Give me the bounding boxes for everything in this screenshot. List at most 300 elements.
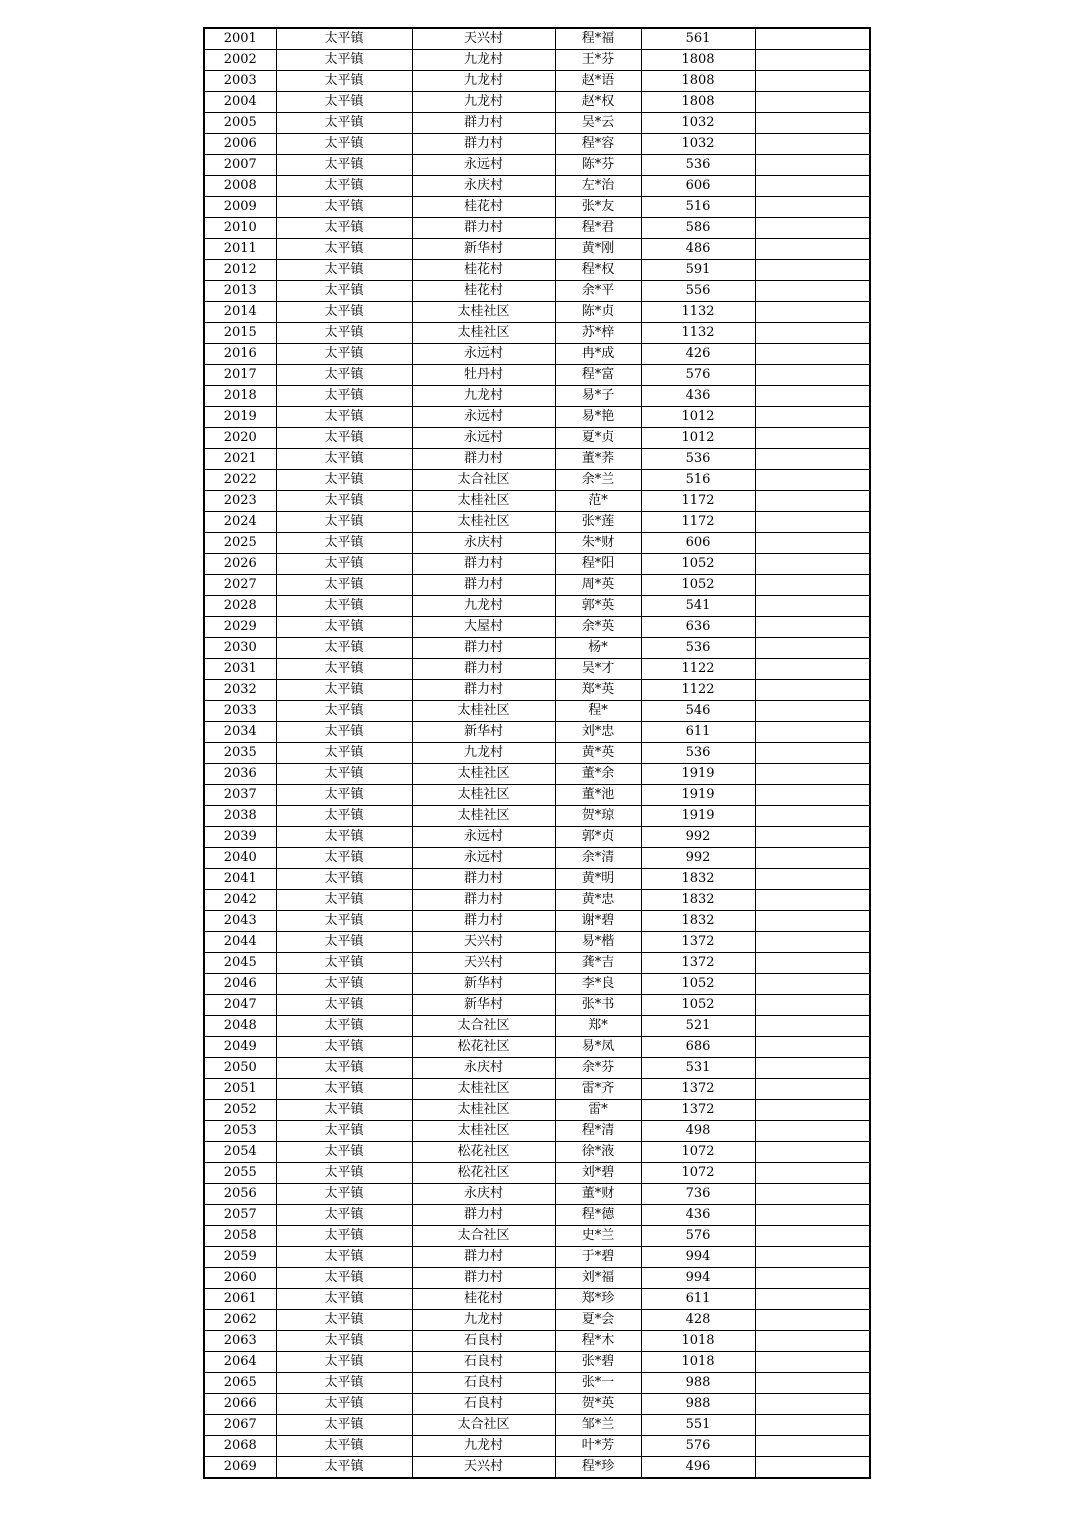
amount-cell: 1072 bbox=[641, 1163, 755, 1184]
village-cell: 太桂社区 bbox=[412, 1079, 555, 1100]
village-cell: 群力村 bbox=[412, 869, 555, 890]
amount-cell: 988 bbox=[641, 1373, 755, 1394]
amount-cell: 1012 bbox=[641, 407, 755, 428]
table-row bbox=[204, 869, 870, 890]
serial-number-cell: 2007 bbox=[204, 155, 276, 176]
serial-number-cell: 2010 bbox=[204, 218, 276, 239]
name-cell: 赵*语 bbox=[555, 71, 641, 92]
amount-cell: 1832 bbox=[641, 911, 755, 932]
amount-cell: 546 bbox=[641, 701, 755, 722]
town-cell: 太平镇 bbox=[276, 365, 412, 386]
remark-cell bbox=[755, 491, 870, 512]
remark-cell bbox=[755, 260, 870, 281]
village-cell: 太桂社区 bbox=[412, 785, 555, 806]
table-row bbox=[204, 1142, 870, 1163]
village-cell: 群力村 bbox=[412, 554, 555, 575]
remark-cell bbox=[755, 701, 870, 722]
town-cell: 太平镇 bbox=[276, 1373, 412, 1394]
amount-cell: 1172 bbox=[641, 491, 755, 512]
serial-number-cell: 2049 bbox=[204, 1037, 276, 1058]
remark-cell bbox=[755, 449, 870, 470]
remark-cell bbox=[755, 155, 870, 176]
village-cell: 永庆村 bbox=[412, 1184, 555, 1205]
amount-cell: 576 bbox=[641, 365, 755, 386]
name-cell: 刘*忠 bbox=[555, 722, 641, 743]
village-cell: 太合社区 bbox=[412, 1415, 555, 1436]
name-cell: 黄*英 bbox=[555, 743, 641, 764]
remark-cell bbox=[755, 92, 870, 113]
village-cell: 石良村 bbox=[412, 1352, 555, 1373]
serial-number-cell: 2025 bbox=[204, 533, 276, 554]
table-row bbox=[204, 743, 870, 764]
remark-cell bbox=[755, 890, 870, 911]
serial-number-cell: 2019 bbox=[204, 407, 276, 428]
table-row bbox=[204, 554, 870, 575]
town-cell: 太平镇 bbox=[276, 869, 412, 890]
town-cell: 太平镇 bbox=[276, 722, 412, 743]
town-cell: 太平镇 bbox=[276, 680, 412, 701]
table-row bbox=[204, 491, 870, 512]
table-row bbox=[204, 638, 870, 659]
village-cell: 桂花村 bbox=[412, 260, 555, 281]
name-cell: 史*兰 bbox=[555, 1226, 641, 1247]
serial-number-cell: 2062 bbox=[204, 1310, 276, 1331]
table-row bbox=[204, 176, 870, 197]
village-cell: 大屋村 bbox=[412, 617, 555, 638]
table-row bbox=[204, 932, 870, 953]
remark-cell bbox=[755, 1037, 870, 1058]
village-cell: 石良村 bbox=[412, 1331, 555, 1352]
serial-number-cell: 2033 bbox=[204, 701, 276, 722]
town-cell: 太平镇 bbox=[276, 932, 412, 953]
table-row bbox=[204, 50, 870, 71]
name-cell: 程*木 bbox=[555, 1331, 641, 1352]
village-cell: 太合社区 bbox=[412, 470, 555, 491]
amount-cell: 1032 bbox=[641, 113, 755, 134]
village-cell: 太桂社区 bbox=[412, 1100, 555, 1121]
remark-cell bbox=[755, 1142, 870, 1163]
serial-number-cell: 2043 bbox=[204, 911, 276, 932]
amount-cell: 1832 bbox=[641, 890, 755, 911]
table-row bbox=[204, 806, 870, 827]
village-cell: 石良村 bbox=[412, 1373, 555, 1394]
amount-cell: 636 bbox=[641, 617, 755, 638]
town-cell: 太平镇 bbox=[276, 806, 412, 827]
remark-cell bbox=[755, 302, 870, 323]
serial-number-cell: 2016 bbox=[204, 344, 276, 365]
table-row bbox=[204, 1184, 870, 1205]
town-cell: 太平镇 bbox=[276, 50, 412, 71]
table-row bbox=[204, 1331, 870, 1352]
amount-cell: 1018 bbox=[641, 1331, 755, 1352]
table-row bbox=[204, 1289, 870, 1310]
remark-cell bbox=[755, 848, 870, 869]
table-row bbox=[204, 911, 870, 932]
remark-cell bbox=[755, 1121, 870, 1142]
serial-number-cell: 2039 bbox=[204, 827, 276, 848]
town-cell: 太平镇 bbox=[276, 344, 412, 365]
remark-cell bbox=[755, 1268, 870, 1289]
table-row bbox=[204, 197, 870, 218]
name-cell: 董*池 bbox=[555, 785, 641, 806]
serial-number-cell: 2056 bbox=[204, 1184, 276, 1205]
name-cell: 程*权 bbox=[555, 260, 641, 281]
amount-cell: 1808 bbox=[641, 50, 755, 71]
name-cell: 陈*芬 bbox=[555, 155, 641, 176]
amount-cell: 521 bbox=[641, 1016, 755, 1037]
remark-cell bbox=[755, 1394, 870, 1415]
remark-cell bbox=[755, 911, 870, 932]
town-cell: 太平镇 bbox=[276, 743, 412, 764]
village-cell: 群力村 bbox=[412, 890, 555, 911]
village-cell: 群力村 bbox=[412, 1205, 555, 1226]
name-cell: 陈*贞 bbox=[555, 302, 641, 323]
town-cell: 太平镇 bbox=[276, 281, 412, 302]
amount-cell: 1052 bbox=[641, 974, 755, 995]
serial-number-cell: 2037 bbox=[204, 785, 276, 806]
table-row bbox=[204, 1436, 870, 1457]
amount-cell: 1052 bbox=[641, 554, 755, 575]
amount-cell: 436 bbox=[641, 386, 755, 407]
name-cell: 程*容 bbox=[555, 134, 641, 155]
village-cell: 新华村 bbox=[412, 722, 555, 743]
remark-cell bbox=[755, 512, 870, 533]
remark-cell bbox=[755, 176, 870, 197]
remark-cell bbox=[755, 932, 870, 953]
table-row bbox=[204, 1394, 870, 1415]
table-body bbox=[204, 28, 870, 1478]
serial-number-cell: 2023 bbox=[204, 491, 276, 512]
name-cell: 黄*明 bbox=[555, 869, 641, 890]
village-cell: 群力村 bbox=[412, 113, 555, 134]
remark-cell bbox=[755, 1226, 870, 1247]
table-row bbox=[204, 1457, 870, 1479]
amount-cell: 611 bbox=[641, 1289, 755, 1310]
remark-cell bbox=[755, 680, 870, 701]
name-cell: 朱*财 bbox=[555, 533, 641, 554]
remark-cell bbox=[755, 1016, 870, 1037]
village-cell: 太桂社区 bbox=[412, 302, 555, 323]
name-cell: 董*财 bbox=[555, 1184, 641, 1205]
name-cell: 郭*贞 bbox=[555, 827, 641, 848]
amount-cell: 1132 bbox=[641, 302, 755, 323]
serial-number-cell: 2015 bbox=[204, 323, 276, 344]
village-cell: 天兴村 bbox=[412, 953, 555, 974]
amount-cell: 536 bbox=[641, 638, 755, 659]
town-cell: 太平镇 bbox=[276, 92, 412, 113]
town-cell: 太平镇 bbox=[276, 1226, 412, 1247]
name-cell: 张*一 bbox=[555, 1373, 641, 1394]
village-cell: 松花社区 bbox=[412, 1037, 555, 1058]
serial-number-cell: 2002 bbox=[204, 50, 276, 71]
table-row bbox=[204, 722, 870, 743]
amount-cell: 1919 bbox=[641, 806, 755, 827]
name-cell: 夏*会 bbox=[555, 1310, 641, 1331]
town-cell: 太平镇 bbox=[276, 1289, 412, 1310]
remark-cell bbox=[755, 1457, 870, 1479]
amount-cell: 1372 bbox=[641, 1100, 755, 1121]
serial-number-cell: 2017 bbox=[204, 365, 276, 386]
town-cell: 太平镇 bbox=[276, 71, 412, 92]
serial-number-cell: 2060 bbox=[204, 1268, 276, 1289]
village-cell: 九龙村 bbox=[412, 71, 555, 92]
amount-cell: 1122 bbox=[641, 659, 755, 680]
amount-cell: 536 bbox=[641, 449, 755, 470]
town-cell: 太平镇 bbox=[276, 575, 412, 596]
table-row bbox=[204, 302, 870, 323]
town-cell: 太平镇 bbox=[276, 785, 412, 806]
remark-cell bbox=[755, 50, 870, 71]
table-row bbox=[204, 1310, 870, 1331]
town-cell: 太平镇 bbox=[276, 659, 412, 680]
serial-number-cell: 2031 bbox=[204, 659, 276, 680]
village-cell: 永远村 bbox=[412, 428, 555, 449]
remark-cell bbox=[755, 764, 870, 785]
table-row bbox=[204, 28, 870, 50]
remark-cell bbox=[755, 1163, 870, 1184]
town-cell: 太平镇 bbox=[276, 113, 412, 134]
remark-cell bbox=[755, 1184, 870, 1205]
table-row bbox=[204, 1205, 870, 1226]
serial-number-cell: 2022 bbox=[204, 470, 276, 491]
village-cell: 永远村 bbox=[412, 155, 555, 176]
village-cell: 桂花村 bbox=[412, 197, 555, 218]
table-row bbox=[204, 239, 870, 260]
remark-cell bbox=[755, 1205, 870, 1226]
amount-cell: 556 bbox=[641, 281, 755, 302]
serial-number-cell: 2044 bbox=[204, 932, 276, 953]
table-row bbox=[204, 470, 870, 491]
town-cell: 太平镇 bbox=[276, 1184, 412, 1205]
serial-number-cell: 2065 bbox=[204, 1373, 276, 1394]
amount-cell: 1372 bbox=[641, 953, 755, 974]
serial-number-cell: 2034 bbox=[204, 722, 276, 743]
remark-cell bbox=[755, 827, 870, 848]
town-cell: 太平镇 bbox=[276, 1142, 412, 1163]
village-cell: 太桂社区 bbox=[412, 323, 555, 344]
village-cell: 桂花村 bbox=[412, 281, 555, 302]
amount-cell: 531 bbox=[641, 1058, 755, 1079]
table-row bbox=[204, 218, 870, 239]
name-cell: 贺*英 bbox=[555, 1394, 641, 1415]
town-cell: 太平镇 bbox=[276, 1016, 412, 1037]
amount-cell: 536 bbox=[641, 155, 755, 176]
remark-cell bbox=[755, 197, 870, 218]
name-cell: 余*英 bbox=[555, 617, 641, 638]
amount-cell: 591 bbox=[641, 260, 755, 281]
amount-cell: 1052 bbox=[641, 575, 755, 596]
name-cell: 徐*液 bbox=[555, 1142, 641, 1163]
serial-number-cell: 2001 bbox=[204, 28, 276, 50]
table-row bbox=[204, 1226, 870, 1247]
village-cell: 九龙村 bbox=[412, 92, 555, 113]
village-cell: 桂花村 bbox=[412, 1289, 555, 1310]
remark-cell bbox=[755, 134, 870, 155]
name-cell: 左*治 bbox=[555, 176, 641, 197]
amount-cell: 498 bbox=[641, 1121, 755, 1142]
amount-cell: 541 bbox=[641, 596, 755, 617]
town-cell: 太平镇 bbox=[276, 1331, 412, 1352]
remark-cell bbox=[755, 743, 870, 764]
remark-cell bbox=[755, 869, 870, 890]
serial-number-cell: 2005 bbox=[204, 113, 276, 134]
table-row bbox=[204, 995, 870, 1016]
serial-number-cell: 2012 bbox=[204, 260, 276, 281]
name-cell: 程*阳 bbox=[555, 554, 641, 575]
village-cell: 永庆村 bbox=[412, 1058, 555, 1079]
amount-cell: 994 bbox=[641, 1247, 755, 1268]
town-cell: 太平镇 bbox=[276, 470, 412, 491]
village-cell: 九龙村 bbox=[412, 743, 555, 764]
table-row bbox=[204, 974, 870, 995]
remark-cell bbox=[755, 785, 870, 806]
name-cell: 周*英 bbox=[555, 575, 641, 596]
table-row bbox=[204, 1163, 870, 1184]
village-cell: 松花社区 bbox=[412, 1163, 555, 1184]
name-cell: 余*芬 bbox=[555, 1058, 641, 1079]
remark-cell bbox=[755, 575, 870, 596]
remark-cell bbox=[755, 1373, 870, 1394]
town-cell: 太平镇 bbox=[276, 974, 412, 995]
name-cell: 刘*福 bbox=[555, 1268, 641, 1289]
village-cell: 太桂社区 bbox=[412, 701, 555, 722]
name-cell: 郑*英 bbox=[555, 680, 641, 701]
table-row bbox=[204, 281, 870, 302]
serial-number-cell: 2058 bbox=[204, 1226, 276, 1247]
table-row bbox=[204, 1100, 870, 1121]
amount-cell: 1372 bbox=[641, 1079, 755, 1100]
village-cell: 太合社区 bbox=[412, 1016, 555, 1037]
serial-number-cell: 2032 bbox=[204, 680, 276, 701]
village-cell: 群力村 bbox=[412, 1268, 555, 1289]
village-cell: 松花社区 bbox=[412, 1142, 555, 1163]
village-cell: 石良村 bbox=[412, 1394, 555, 1415]
table-row bbox=[204, 1247, 870, 1268]
remark-cell bbox=[755, 1247, 870, 1268]
village-cell: 太桂社区 bbox=[412, 491, 555, 512]
table-row bbox=[204, 386, 870, 407]
village-cell: 永远村 bbox=[412, 827, 555, 848]
serial-number-cell: 2011 bbox=[204, 239, 276, 260]
village-cell: 群力村 bbox=[412, 680, 555, 701]
remark-cell bbox=[755, 1079, 870, 1100]
remark-cell bbox=[755, 1436, 870, 1457]
village-cell: 太桂社区 bbox=[412, 806, 555, 827]
name-cell: 程*清 bbox=[555, 1121, 641, 1142]
village-cell: 群力村 bbox=[412, 911, 555, 932]
amount-cell: 551 bbox=[641, 1415, 755, 1436]
table-row bbox=[204, 617, 870, 638]
table-row bbox=[204, 323, 870, 344]
remark-cell bbox=[755, 722, 870, 743]
town-cell: 太平镇 bbox=[276, 407, 412, 428]
amount-cell: 994 bbox=[641, 1268, 755, 1289]
name-cell: 董*余 bbox=[555, 764, 641, 785]
serial-number-cell: 2059 bbox=[204, 1247, 276, 1268]
remark-cell bbox=[755, 218, 870, 239]
name-cell: 张*书 bbox=[555, 995, 641, 1016]
table-row bbox=[204, 1373, 870, 1394]
table-row bbox=[204, 428, 870, 449]
village-cell: 太桂社区 bbox=[412, 512, 555, 533]
remark-cell bbox=[755, 1352, 870, 1373]
village-cell: 群力村 bbox=[412, 638, 555, 659]
remark-cell bbox=[755, 1415, 870, 1436]
serial-number-cell: 2013 bbox=[204, 281, 276, 302]
remark-cell bbox=[755, 365, 870, 386]
name-cell: 谢*碧 bbox=[555, 911, 641, 932]
serial-number-cell: 2067 bbox=[204, 1415, 276, 1436]
remark-cell bbox=[755, 386, 870, 407]
table-row bbox=[204, 1352, 870, 1373]
remark-cell bbox=[755, 113, 870, 134]
village-cell: 群力村 bbox=[412, 218, 555, 239]
village-cell: 群力村 bbox=[412, 1247, 555, 1268]
name-cell: 夏*贞 bbox=[555, 428, 641, 449]
town-cell: 太平镇 bbox=[276, 953, 412, 974]
remark-cell bbox=[755, 533, 870, 554]
name-cell: 杨* bbox=[555, 638, 641, 659]
serial-number-cell: 2046 bbox=[204, 974, 276, 995]
town-cell: 太平镇 bbox=[276, 218, 412, 239]
town-cell: 太平镇 bbox=[276, 911, 412, 932]
serial-number-cell: 2068 bbox=[204, 1436, 276, 1457]
amount-cell: 561 bbox=[641, 28, 755, 50]
town-cell: 太平镇 bbox=[276, 827, 412, 848]
village-cell: 九龙村 bbox=[412, 596, 555, 617]
village-cell: 天兴村 bbox=[412, 932, 555, 953]
town-cell: 太平镇 bbox=[276, 1058, 412, 1079]
remark-cell bbox=[755, 617, 870, 638]
amount-cell: 1032 bbox=[641, 134, 755, 155]
amount-cell: 486 bbox=[641, 239, 755, 260]
amount-cell: 536 bbox=[641, 743, 755, 764]
table-row bbox=[204, 785, 870, 806]
name-cell: 刘*碧 bbox=[555, 1163, 641, 1184]
village-cell: 天兴村 bbox=[412, 1457, 555, 1479]
remark-cell bbox=[755, 239, 870, 260]
town-cell: 太平镇 bbox=[276, 1268, 412, 1289]
name-cell: 程*君 bbox=[555, 218, 641, 239]
serial-number-cell: 2042 bbox=[204, 890, 276, 911]
town-cell: 太平镇 bbox=[276, 617, 412, 638]
name-cell: 张*莲 bbox=[555, 512, 641, 533]
town-cell: 太平镇 bbox=[276, 995, 412, 1016]
name-cell: 苏*梓 bbox=[555, 323, 641, 344]
town-cell: 太平镇 bbox=[276, 1163, 412, 1184]
remark-cell bbox=[755, 28, 870, 50]
town-cell: 太平镇 bbox=[276, 176, 412, 197]
amount-cell: 576 bbox=[641, 1226, 755, 1247]
name-cell: 赵*权 bbox=[555, 92, 641, 113]
remark-cell bbox=[755, 1310, 870, 1331]
serial-number-cell: 2063 bbox=[204, 1331, 276, 1352]
amount-cell: 1808 bbox=[641, 71, 755, 92]
remark-cell bbox=[755, 1058, 870, 1079]
remark-cell bbox=[755, 1289, 870, 1310]
serial-number-cell: 2008 bbox=[204, 176, 276, 197]
table-row bbox=[204, 71, 870, 92]
amount-cell: 1919 bbox=[641, 764, 755, 785]
village-cell: 九龙村 bbox=[412, 1436, 555, 1457]
amount-cell: 1018 bbox=[641, 1352, 755, 1373]
name-cell: 雷*齐 bbox=[555, 1079, 641, 1100]
serial-number-cell: 2026 bbox=[204, 554, 276, 575]
town-cell: 太平镇 bbox=[276, 890, 412, 911]
amount-cell: 992 bbox=[641, 827, 755, 848]
name-cell: 李*良 bbox=[555, 974, 641, 995]
remark-cell bbox=[755, 806, 870, 827]
